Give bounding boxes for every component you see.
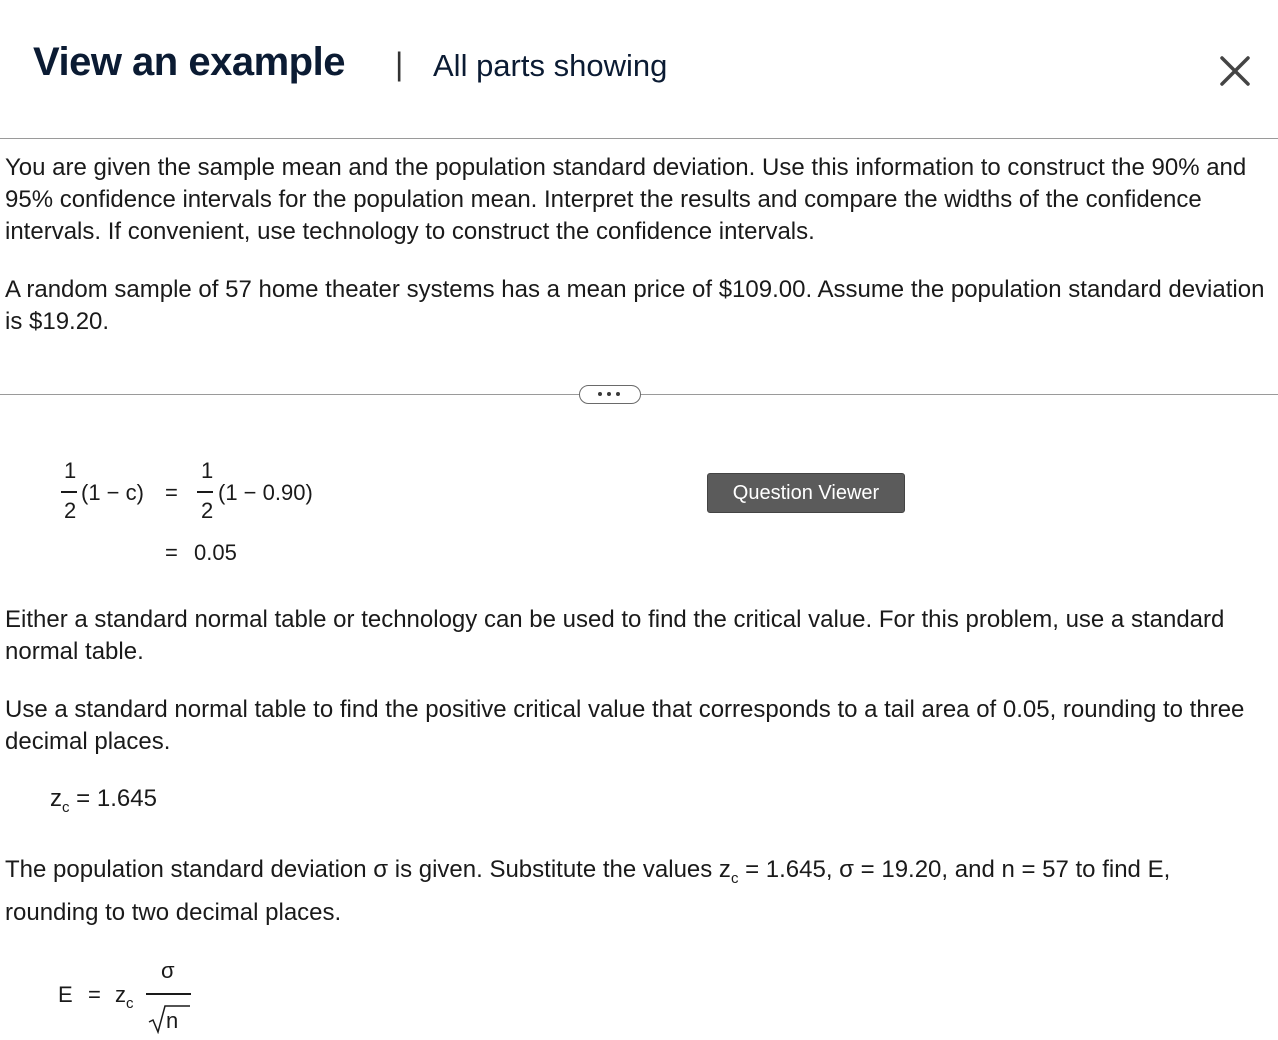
critical-value: $z_c = 1.645$ <box>50 785 157 816</box>
problem-data: A random sample of 57 home theater systems has a mean price of $109.00. Assume the population standard deviation is $19.20. <box>5 276 1265 335</box>
dialog-subtitle: All parts showing <box>433 48 668 83</box>
step-critical-intro: Either a standard normal table or technology can be used to find the critical value. For this problem, use a standard normal table. <box>5 606 1225 665</box>
close-icon[interactable] <box>1214 50 1256 92</box>
ellipsis-icon <box>616 392 620 396</box>
problem-intro: You are given the sample mean and the population standard deviation. Use this information to construct the 90% and 95% confidence intervals for the population mean. Interpret the results and compare the widths of the confidence intervals. If convenient, use technology to construct the confidence intervals. <box>5 154 1247 245</box>
dialog-header <box>0 0 1278 138</box>
header-divider <box>0 138 1278 139</box>
question-viewer-button[interactable]: Question Viewer <box>707 473 905 513</box>
expand-button[interactable] <box>579 385 641 404</box>
ellipsis-icon <box>607 392 611 396</box>
close-button[interactable] <box>1214 50 1256 92</box>
dialog-title: View an example <box>33 40 345 84</box>
step-critical-instruction: Use a standard normal table to find the positive critical value that corresponds to a tail area of 0.05, rounding to three decimal places. <box>5 696 1245 755</box>
step-margin-of-error: The population standard deviation σ is given. Substitute the values $z_c = 1.645$, σ = 19.20, and n = 57 to find E, rounding to two decimal places. <box>5 856 1171 926</box>
ellipsis-icon <box>598 392 602 396</box>
title-separator: | <box>395 46 404 82</box>
